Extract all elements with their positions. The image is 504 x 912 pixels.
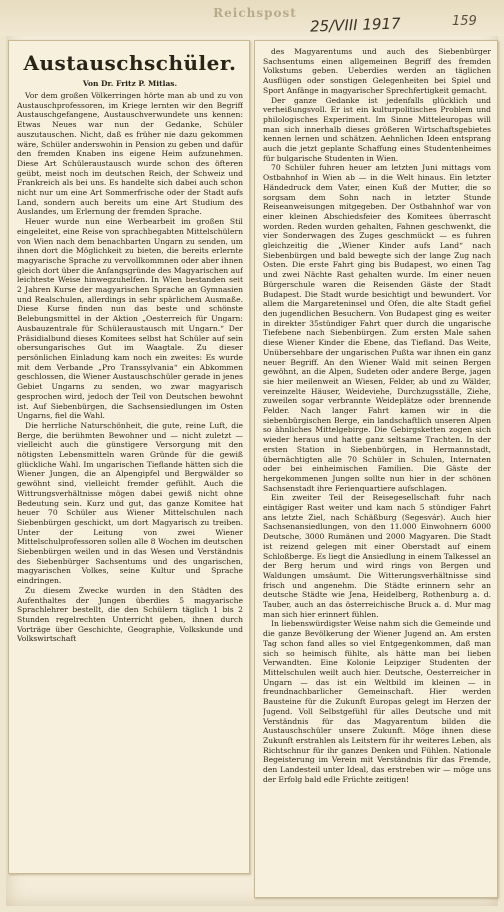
paragraph: Die herrliche Naturschönheit, die gute, reine Luft, die Berge, die berühmten Bewohner und — nicht zuletzt — vielleicht auch die günstigere Versorgung mit den nötigsten Lebensmitteln waren Gründe für die gewiß glückliche Wahl. Im ungarischen Tieflande hätten sich die Wiener Jungen, die an Alpengipfel und Bergwälder so gewöhnt sind, vielleicht fremder gefühlt. Auch die Wittrungsverhältnisse mögen dabei gewiß nicht ohne Bedeutung sein. Kurz und gut, das ganze Komitee hat heuer 70 Schüler aus Wiener Mittelschulen nach Siebenbürgen geschickt, um dort Magyarisch zu treiben. Unter der Leitung von zwei Wiener Mittelschulprofessoren sollen alle 8 Wochen im deutschen Siebenbürgen weilen und in das Wesen und Verständnis des Siebenbürger Sachsentums und des ungarischen, magyarischen Volkes, seine Kultur und Sprache eindringen. — [17, 420, 243, 586]
article-title: Austauschschüler. — [23, 51, 237, 75]
paragraph: des Magyarentums und auch des Siebenbürger Sachsentums einen allgemeinen Begriff des fremden Volkstums geben. Ueberdies werden an täglichen Ausflügen oder sonstigen Gelegenheiten bei Spiel und Sport Anfänge in magyarischer Sprechfertigkeit gemacht. — [263, 47, 491, 95]
paragraph: Zu diesem Zwecke wurden in den Städten des Aufenthaltes der Jungen überdies 5 magyarische Sprachlehrer bestellt, die den Schülern täglich 1 bis 2 Stunden regelrechten Unterricht geben, ihnen durch Vorträge über Geschichte, Geographie, Volkskunde und Volkswirtschaft — [17, 585, 243, 644]
page-number: 159 — [452, 14, 477, 29]
article-byline: Von Dr. Fritz P. Mitlas. — [82, 79, 178, 88]
handwritten-date: 25/VIII 1917 — [309, 14, 401, 36]
paragraph: 70 Schüler fuhren heuer am letzten Juni mittags vom Ostbahnhof in Wien ab — in die Welt hinaus. Ein letzter Händedruck dem Vater, einen Kuß der Mutter, die so sorgsam dem Sohn nach in letzter Stunde Reiseanweisungen mitgegeben. Der Ostbahnhof war von einer kleinen Abschiedsfeier des Komitees überrascht worden. Reden wurden gehalten, Fahnen geschwenkt, die vier Sonderwagen des Zuges geschmückt — es fuhren gleichzeitig die „Wiener Kinder aufs Land“ nach Siebenbürgen und bald bewegte sich der lange Zug nach Osten. Die erste Fahrt ging bis Budapest, wo einen Tag und zwei Nächte Rast gehalten wurde. Im einer neuen Bürgerschule waren die Reisenden Gäste der Stadt Budapest. Die Stadt wurde besichtigt und bewundert. Vor allem die Margareteninsel und Ofen, die alte Stadt gefiel den jugendlichen Besuchern. Von Budapest ging es weiter in direkter 35stündiger Fahrt quer durch die ungarische Tiefebene nach Siebenbürgen. Zum ersten Male sahen diese Wiener Kinder die Ebene, das Tiefland. Das Weite, Unübersehbare der ungarischen Pußta war ihnen ein ganz neuer Begriff. An den Wiener Wald mit seinen Bergen gewöhnt, an die Alpen, Sudeten oder andere Berge, jagen sie hier meilenweit an Wiesen, Felder, ab und zu Wälder, vereinzelte Häuser, Weideviehe, Durchzugsställe, Ziehe, zuweilen sogar verbrannte Weideplätze oder brennende Felder. Nach langer Fahrt kamen wir in die siebenbürgischen Berge, ein landschaftlich unseren Alpen so ähnliches Mittelgebirge. Die Gebirgsketten zogen sich wieder heraus und hatte ganz seltsame Trachten. In der ersten Station in Siebenbürgen, in Hermannstadt, übernächtigten alle 70 Schüler in Schulen, Internaten oder bei einheimischen Familien. Die Gäste der hergekommenen Jungen sollte nun hier in der schönen Sachsenstadt ihre Ferienquartiere aufschlagen. — [263, 163, 491, 493]
paragraph: Vor dem großen Völkerringen hörte man ab und zu von Austauschprofessoren, im Kriege lernten wir den Begriff Austauschgefangene, Austauschverwundete uns kennen: Etwas Neues war nun der Gedanke, Schüler auszutauschen. Nicht, daß es früher nie dazu gekommen wäre, Schüler anderswohin in Pension zu geben und dafür den fremden Knaben ins eigene Heim aufzunehmen. Diese Art Schüleraustausch wurde schon des öfteren geübt, meist noch im deutschen Reich, der Schweiz und Frankreich als bei uns. Es handelte sich dabei auch schon nicht nur um eine Art Sommerfrische oder der Stadt aufs Land, sondern auch bereits um eine Art Studium des Auslandes, um Erlernung der fremden Sprache. — [17, 91, 243, 217]
clipping-left-column — [8, 40, 250, 874]
newspaper-masthead: Reichspost — [213, 6, 297, 20]
paragraph: Heuer wurde nun eine Werbearbeit im großen Stil eingeleitet, eine Reise von sprachbegabten Mittelschülern von Wien nach dem benachbarten Ungarn zu senden, um ihnen dort die Möglichkeit zu bieten, die bereits erlernte magyarische Sprache zu vervollkommnen oder aber ihnen gleich dort über die Anfangsgründe des Magyarischen auf leichteste Weise hinwegzuhelfen. In Wien bestanden seit 2 Jahren Kurse der magyarischen Sprache an Gymnasien und Realschulen, allerdings in sehr spärlichem Ausmaße. Diese Kurse finden nun das beste und schönste Belebungsmittel in der Aktion „Oesterreich für Ungarn: Ausbauzentrale für Schüleraustausch mit Ungarn.“ Der Präsidialbund dieses Komitees selbst hat Schüler auf sein obersungarisches Gut im Waagtale. Zu dieser persönlichen Einladung kam noch ein zweites: Es wurde mit dem Verbande „Pro Transsylvania“ ein Abkommen geschlossen, die Wiener Austauschschüler gerade in jenes Gebiet Ungarns zu senden, wo zwar magyarisch gesprochen wird, jedoch der Teil von Deutschen bewohnt ist. Auf Siebenbürgen, die Sachsensiedlungen im Osten Ungarns, fiel die Wahl. — [17, 217, 243, 421]
clipping-right-column — [254, 40, 498, 898]
paragraph: In liebenswürdigster Weise nahm sich die Gemeinde und die ganze Bevölkerung der Wiener Jugend an. Am ersten Tag schon fand alles so viel Entgegenkommen, daß man sich so heimisch fühlte, als hätte man bei lieben Verwandten. Eine Kolonie Leipziger Studenten der Mittelschulen weilt auch hier. Deutsche, Oesterreicher in Ungarn — das ist ein Weltbild im kleinen — in freundnachbarlicher Gemeinschaft. Hier werden Bausteine für die Zukunft Europas gelegt im Herzen der Jugend. Voll Selbstgefühl für alles Deutsche und mit Verständnis für das Magyarentum bilden die Austauschschüler unsere Zukunft. Möge ihnen diese Zukunft erstrahlen als Leitstern für ihr weiteres Leben, als Richtschnur für ihr ganzes Denken und Fühlen. Nationale Begeisterung im Verein mit Verständnis für das Fremde, den Landesteil unter Ideal, das erstreben wir — möge uns der Erfolg bald edle Früchte zeitigen! — [263, 619, 491, 784]
paragraph: Ein zweiter Teil der Reisegesellschaft fuhr nach eintägiger Rast weiter und kam nach 5 stündiger Fahrt ans letzte Ziel, nach Schäßburg (Segesvár). Auch hier Sachsenansiedlungen, von den 11.000 Einwohnern 6000 Deutsche, 3000 Rumänen und 2000 Magyaren. Die Stadt ist reizend gelegen mit einer Oberstadt auf einem Schloßberge. Es liegt die Ansiedlung in einem Talkessel an der Berg herum und wird rings von Bergen und Waldungen umsäumt. Die Witterungsverhältnisse sind frisch und angenehm. Die Städte erinnern sehr an deutsche Städte wie Jena, Heidelberg, Rothenburg a. d. Tauber, auch an das österreichische Bruck a. d. Mur mag man sich hier erinnert fühlen. — [263, 493, 491, 619]
paragraph: Der ganze Gedanke ist jedenfalls glücklich und verheißungsvoll. Er ist ein kulturpolitisches Problem und philologisches Experiment. Im Sinne Mitteleuropas will man sich innerhalb dieses größeren Wirtschaftsgebietes kennen lernen und schätzen. Aehnlichen Ideen entsprang auch die jetzt geplante Schaffung eines Studentenheimes für bulgarische Studenten in Wien. — [263, 95, 491, 163]
